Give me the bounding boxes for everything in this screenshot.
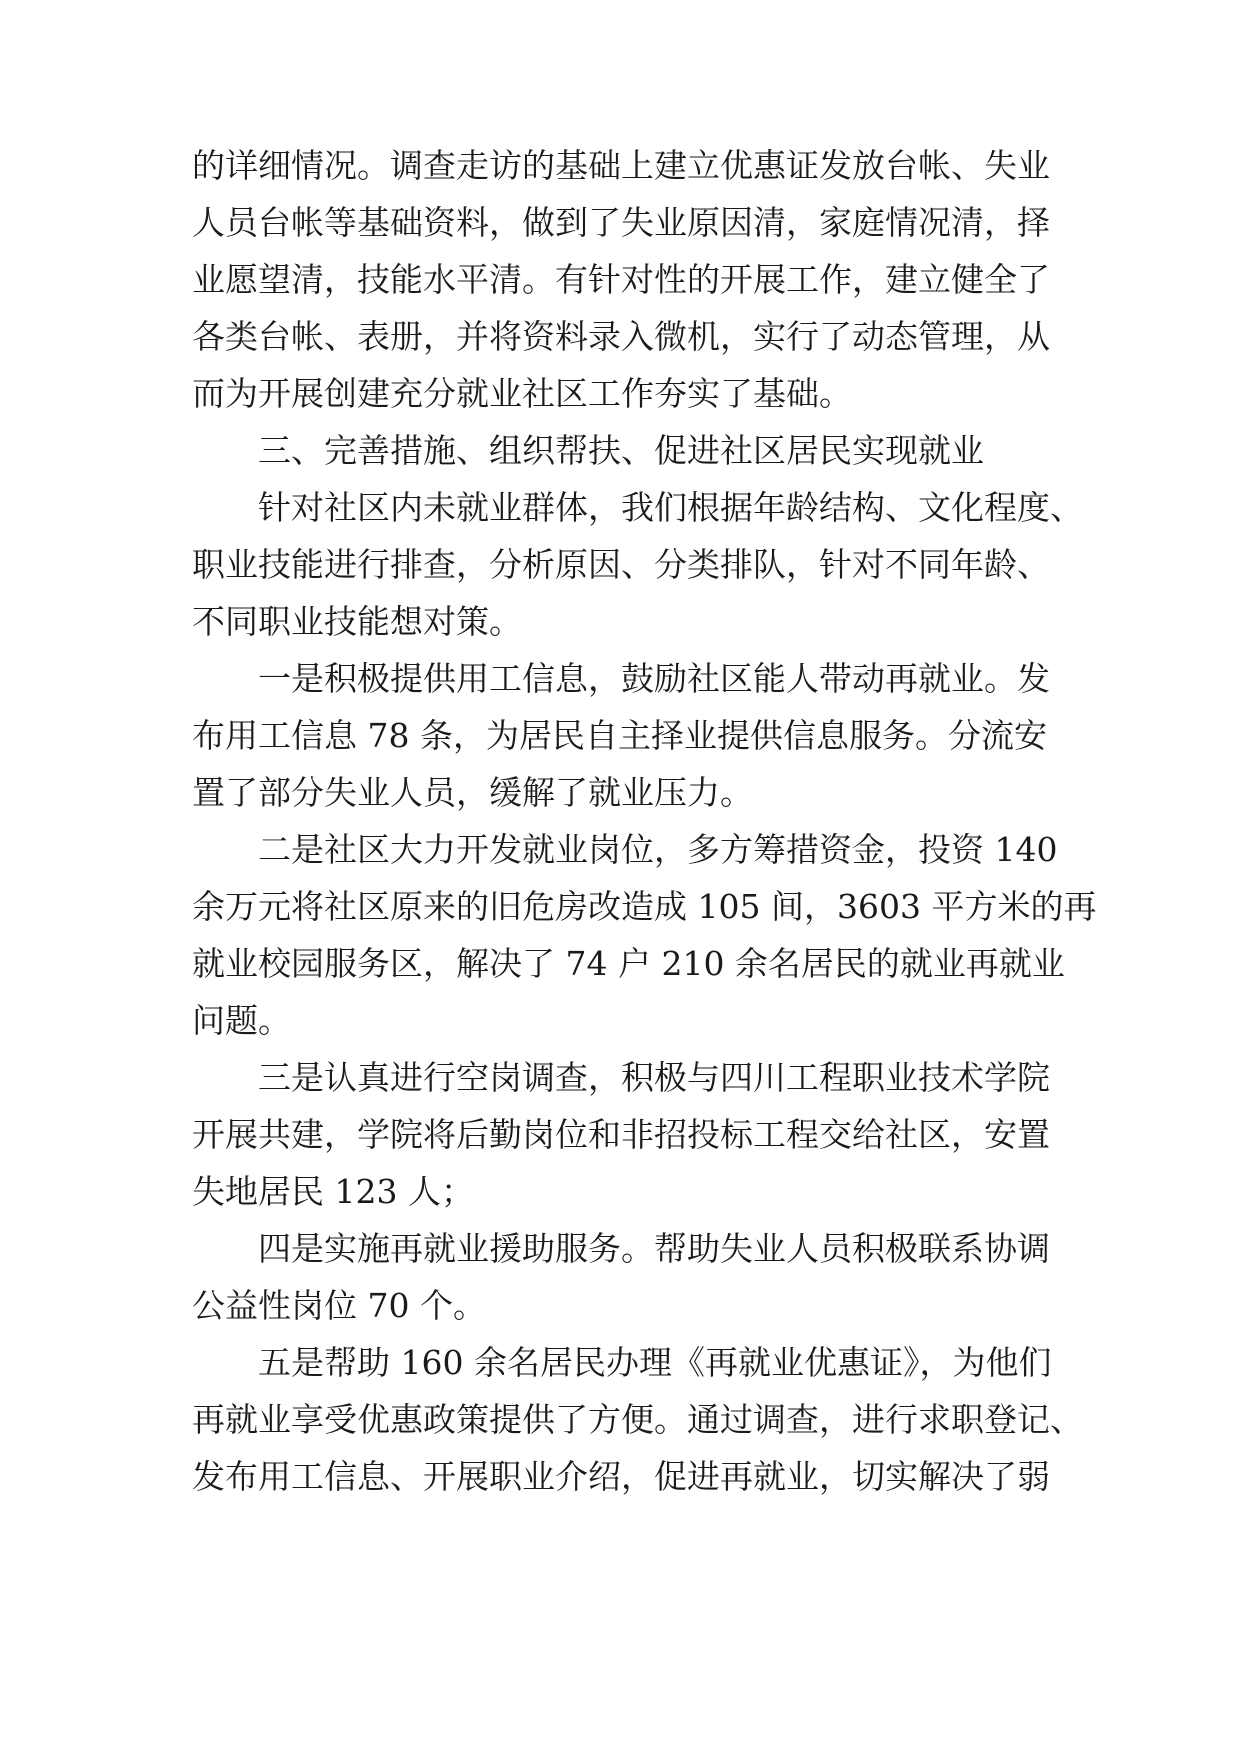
body-text-line: 职业技能进行排查，分析原因、分类排队，针对不同年龄、 <box>192 545 1050 584</box>
body-text-line: 公益性岗位 70 个。 <box>192 1286 486 1325</box>
body-text-line: 发布用工信息、开展职业介绍，促进再就业，切实解决了弱 <box>192 1457 1050 1496</box>
body-text-line: 的详细情况。调查走访的基础上建立优惠证发放台帐、失业 <box>192 146 1050 185</box>
body-text-line: 五是帮助 160 余名居民办理《再就业优惠证》，为他们 <box>258 1343 1052 1382</box>
body-text-line: 问题。 <box>192 1001 291 1040</box>
body-text-line: 置了部分失业人员，缓解了就业压力。 <box>192 773 753 812</box>
body-text-line: 余万元将社区原来的旧危房改造成 105 间，3603 平方米的再 <box>192 887 1097 926</box>
body-text-line: 二是社区大力开发就业岗位，多方筹措资金，投资 140 <box>258 830 1058 869</box>
body-text-line: 布用工信息 78 条，为居民自主择业提供信息服务。分流安 <box>192 716 1047 755</box>
body-text-line: 开展共建，学院将后勤岗位和非招投标工程交给社区，安置 <box>192 1115 1050 1154</box>
body-text-line: 再就业享受优惠政策提供了方便。通过调查，进行求职登记、 <box>192 1400 1083 1439</box>
body-text-line: 就业校园服务区，解决了 74 户 210 余名居民的就业再就业 <box>192 944 1065 983</box>
body-text-line: 一是积极提供用工信息，鼓励社区能人带动再就业。发 <box>258 659 1050 698</box>
body-text-line: 各类台帐、表册，并将资料录入微机，实行了动态管理，从 <box>192 317 1050 356</box>
body-text-line: 业愿望清，技能水平清。有针对性的开展工作，建立健全了 <box>192 260 1050 299</box>
body-text-line: 三是认真进行空岗调查，积极与四川工程职业技术学院 <box>258 1058 1050 1097</box>
body-text-line: 四是实施再就业援助服务。帮助失业人员积极联系协调 <box>258 1229 1050 1268</box>
body-text-line: 不同职业技能想对策。 <box>192 602 522 641</box>
body-text-line: 人员台帐等基础资料，做到了失业原因清，家庭情况清，择 <box>192 203 1050 242</box>
section-heading: 三、完善措施、组织帮扶、促进社区居民实现就业 <box>258 431 984 470</box>
body-text-line: 失地居民 123 人； <box>192 1172 474 1211</box>
body-text-line: 而为开展创建充分就业社区工作夯实了基础。 <box>192 374 852 413</box>
body-text-line: 针对社区内未就业群体，我们根据年龄结构、文化程度、 <box>258 488 1083 527</box>
